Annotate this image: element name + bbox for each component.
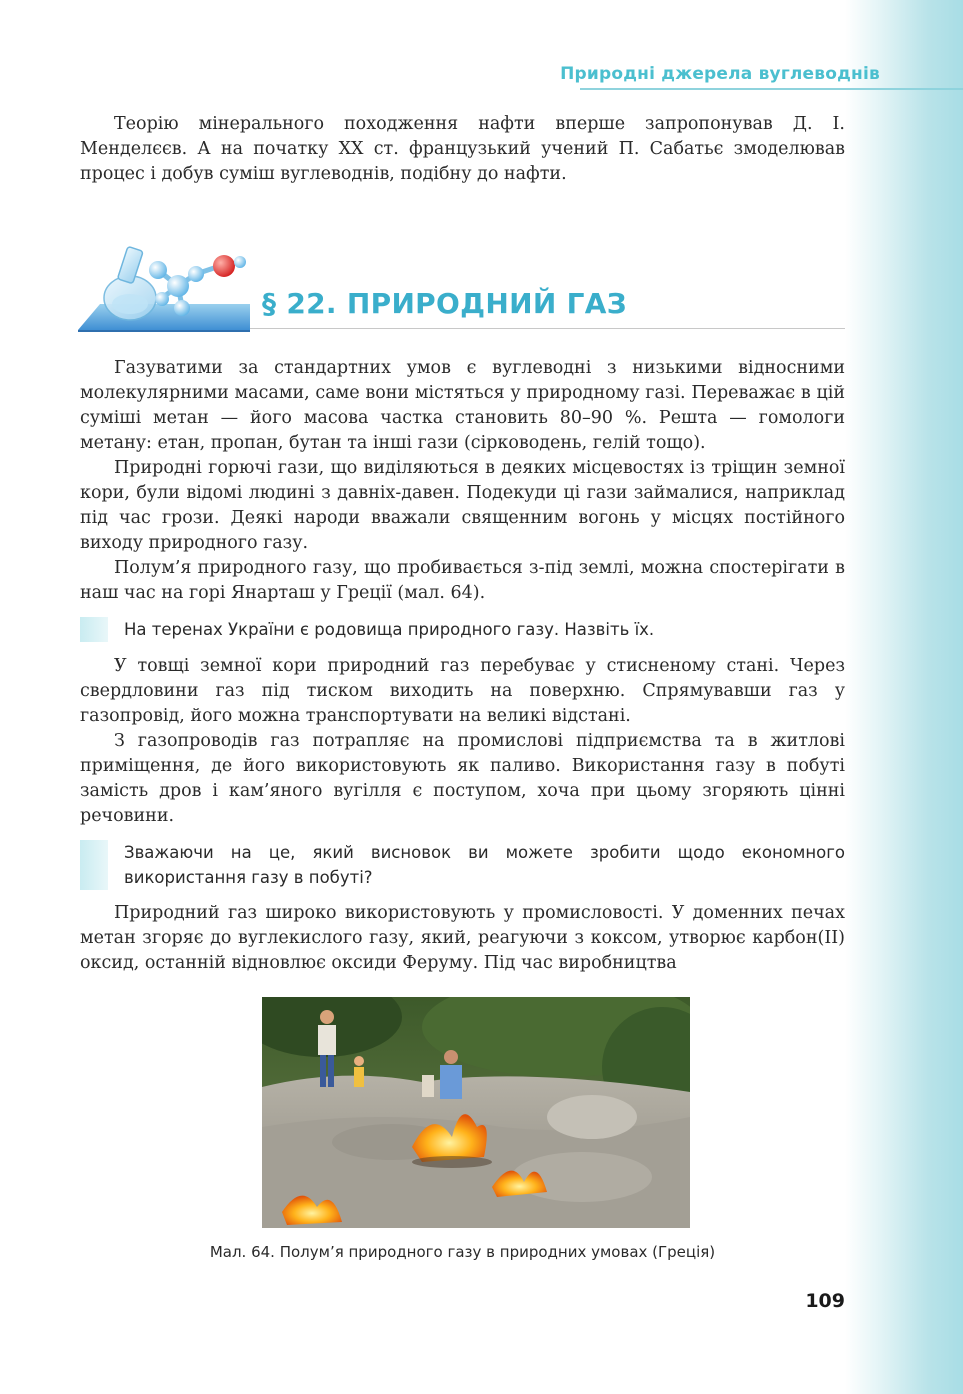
paragraph-natural-gases: Природні горючі гази, що виділяються в деяких місцевостях із тріщин земної кори, були відомі людині з давніх-давен. Подекуди ці гази займалися, наприклад під час грози. Деякі народи вважали священним вогонь у місцях постійного виходу природного газу. (80, 458, 845, 553)
paragraph-gas-pipeline: У товщі земної кори природний газ перебуває у стисненому стані. Через свердловини газ під тиском виходить на поверхню. Спрямувавши газ у газопровід, його можна транспортувати на великі відстані. (80, 656, 845, 726)
paragraph-yanartash: Полум’я природного газу, що пробивається з-під землі, можна спостерігати в наш час на горі Янарташ у Греції (мал. 64). (80, 558, 845, 603)
question-marker-bar (80, 840, 108, 890)
paragraph-methane: Газуватими за стандартних умов є вуглеводні з низькими відносними молекулярними масами, саме вони містяться у природному газі. Переважає в цій суміші метан — його масова частка становить 80–90 %. Решта — гомологи метану: етан, пропан, бутан та інші гази (сірководень, гелій тощо). (80, 358, 845, 453)
question-box-2 (80, 840, 845, 890)
question-text: Зважаючи на це, який висновок ви можете зробити щодо економного використання газу в побуті? (124, 843, 845, 887)
section-heading (78, 236, 845, 332)
side-color-strip (845, 0, 963, 1394)
page-number: 109 (805, 1290, 845, 1312)
question-marker-bar (80, 617, 108, 642)
lab-flask-molecule-icon (78, 236, 268, 332)
header-rule (580, 88, 963, 90)
heading-rule (250, 328, 845, 329)
figure-caption: Мал. 64. Полум’я природного газу в природних умовах (Греція) (209, 1243, 716, 1261)
question-box-1 (80, 617, 845, 642)
paragraph-industry: Природний газ широко використовують у промисловості. У доменних печах метан згоряє до вуглекислого газу, який, реагуючи з коксом, утворює карбон(II) оксид, останній відновлює оксиди Феруму. Під час виробництва (80, 903, 845, 973)
running-header: Природні джерела вуглеводнів (560, 64, 880, 84)
intro-paragraph: Теорію мінерального походження нафти вперше запропонував Д. І. Менделєєв. А на початку XX ст. французький учений П. Сабатьє змоделював процес і добув суміш вуглеводнів, подібну до нафти. (80, 114, 845, 184)
question-text: На теренах України є родовища природного газу. Назвіть їх. (124, 620, 655, 639)
natural-gas-flames-photo (262, 997, 690, 1228)
paragraph-gas-usage: З газопроводів газ потрапляє на промислові підприємства та в житлові приміщення, де його використовують як паливо. Використання газу в побуті замість дров і кам’яного вугілля є поступом, хоча при цьому згоряють цінні речовини. (80, 731, 845, 826)
section-title: § 22. ПРИРОДНИЙ ГАЗ (262, 287, 627, 320)
